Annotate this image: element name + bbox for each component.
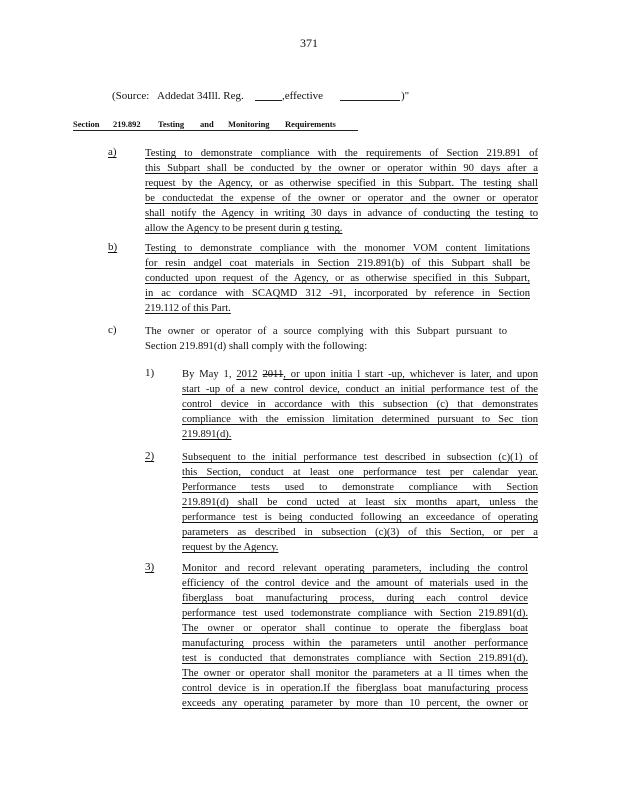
section-title-4: Requirements xyxy=(285,119,336,129)
paragraph-b-label: b) xyxy=(108,241,118,253)
paragraph-a xyxy=(145,146,538,236)
source-text: Addedat 34Ill. Reg. xyxy=(157,90,244,102)
item-3-line: efficiency of the control device and the amount of materials used in the xyxy=(182,578,528,589)
item-3-line: The owner or operator shall continue to operate the fiberglass boat xyxy=(182,623,528,634)
item-3-line: Monitor and record relevant operating parameters, including the control xyxy=(182,563,528,574)
item-1-label: 1) xyxy=(145,367,155,379)
item-3-line: performance test used todemonstrate compliance with Section 219.891(d). xyxy=(182,608,528,619)
item-2 xyxy=(182,450,538,555)
item-3-line: The owner or operator shall monitor the parameters at a ll times when the xyxy=(182,668,528,679)
paragraph-a-line: request by the Agency, or as otherwise specified in this Subpart. The testing shall xyxy=(145,178,538,189)
section-title-3: Monitoring xyxy=(228,119,270,129)
item-1-line: By May 1, 2012 2011, or upon initia l start -up, whichever is later, and upon xyxy=(182,369,538,380)
item-2-line: request by the Agency. xyxy=(182,542,279,553)
item-3-line: control device is in operation.If the fiberglass boat manufacturing process xyxy=(182,683,528,694)
source-open: (Source: xyxy=(112,90,150,102)
item-1-line: start -up of a new control device, conduct an initial performance test of the xyxy=(182,384,538,395)
paragraph-a-line: shall notify the Agency in writing 30 days in advance of conducting the testing to xyxy=(145,208,538,219)
item-2-line: performance test is being conducted following an exceedance of operating xyxy=(182,512,538,523)
item-3-line: manufacturing process within the parameters until another performance xyxy=(182,638,528,649)
item-2-line: this Section, conduct at least one performance test per calendar year. xyxy=(182,467,538,478)
item-2-line: Subsequent to the initial performance test described in subsection (c)(1) of xyxy=(182,452,538,463)
item-1-line: control device in accordance with this subsection (c) that demonstrates xyxy=(182,399,538,410)
paragraph-b-line: Testing to demonstrate compliance with the monomer VOM content limitations xyxy=(145,243,530,254)
page-number: 371 xyxy=(300,36,318,50)
item-3-label: 3) xyxy=(145,561,155,573)
section-title-1: Testing xyxy=(158,119,185,129)
section-heading xyxy=(73,118,358,131)
paragraph-a-line: Testing to demonstrate compliance with the requirements of Section 219.891 of xyxy=(145,148,538,159)
section-word: Section xyxy=(73,119,100,129)
item-3-line: exceeds any operating parameter by more than 10 percent, the owner or xyxy=(182,698,528,709)
paragraph-a-label: a) xyxy=(108,146,117,158)
paragraph-c-label: c) xyxy=(108,324,117,336)
paragraph-c-line: The owner or operator of a source complying with this Subpart pursuant to xyxy=(145,326,507,337)
item-1 xyxy=(182,367,538,442)
section-number: 219.892 xyxy=(113,119,141,129)
paragraph-a-line: this Subpart shall be conducted by the owner or operator within 90 days after a xyxy=(145,163,538,174)
struck-year: 2011 xyxy=(262,369,284,380)
paragraph-c xyxy=(145,324,507,354)
item-3-line: test is conducted that demonstrates compliance with Section 219.891(d). xyxy=(182,653,528,664)
item-2-line: 219.891(d) shall be cond ucted at least six months apart, unless the xyxy=(182,497,538,508)
item-1-line: compliance with the emission limitation determined pursuant to Sec tion xyxy=(182,414,538,425)
paragraph-a-line: be conductedat the expense of the owner or operator and the owner or operator xyxy=(145,193,538,204)
paragraph-c-line: Section 219.891(d) shall comply with the following: xyxy=(145,341,368,352)
paragraph-b-line: for resin andgel coat materials in Section 219.891(b) of this Subpart shall be xyxy=(145,258,530,269)
paragraph-b-line: in ac cordance with SCAQMD 312 -91, incorporated by reference in Section xyxy=(145,288,530,299)
item-2-line: Performance tests used to demonstrate compliance with Section xyxy=(182,482,538,493)
item-2-line: parameters as described in subsection (c)(3) of this Section, or per a xyxy=(182,527,538,538)
paragraph-b-line: 219.112 of this Part. xyxy=(145,303,231,314)
item-2-label: 2) xyxy=(145,450,155,462)
item-3-line: fiberglass boat manufacturing process, during each control device xyxy=(182,593,528,604)
paragraph-a-line: allow the Agency to be present durin g testing. xyxy=(145,223,343,234)
section-title-2: and xyxy=(200,119,214,129)
paragraph-b xyxy=(145,241,530,316)
paragraph-b-line: conducted upon request of the Agency, or as otherwise specified in this Subpart, xyxy=(145,273,530,284)
item-3 xyxy=(182,561,528,711)
source-close: )" xyxy=(401,90,410,102)
item-1-line: 219.891(d). xyxy=(182,429,232,440)
source-effective: ,effective xyxy=(282,90,324,102)
